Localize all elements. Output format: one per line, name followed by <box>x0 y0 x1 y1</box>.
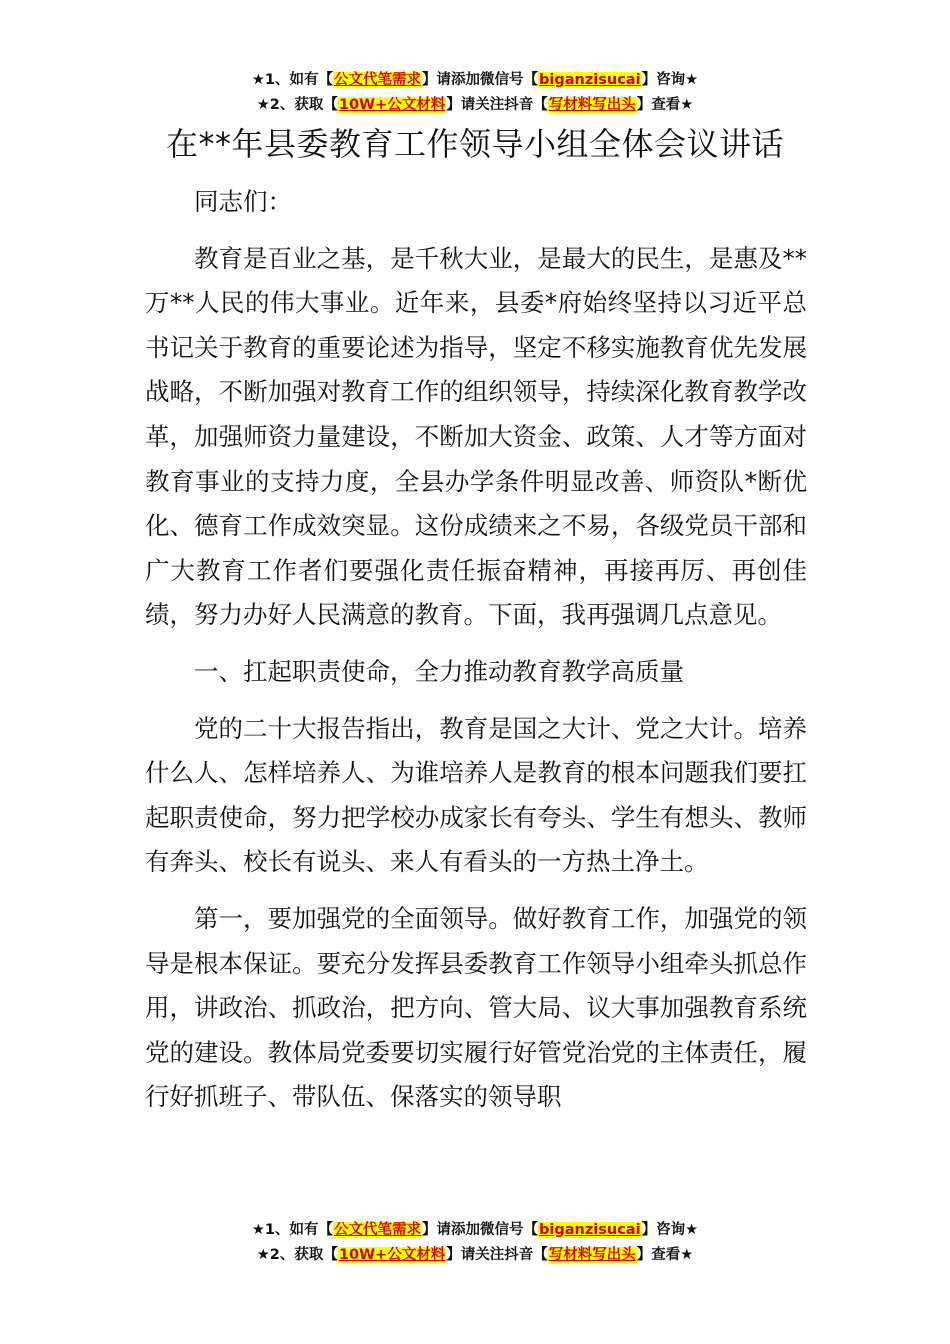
highlight-wechat-id: biganzisucai <box>539 72 641 88</box>
body-paragraph: 党的二十大报告指出，教育是国之大计、党之大计。培养什么人、怎样培养人、为谁培养人是教育的根本问题我们要扛起职责使命，努力把学校办成家长有夸头、学生有想头、教师有奔头、校长有说头、来人有看头的一方热土净土。 <box>145 713 807 877</box>
notice-line-2: ★2、获取【10W+公文材料】请关注抖音【写材料写出头】查看★ <box>256 1247 694 1263</box>
body-paragraph: 教育是百业之基，是千秋大业，是最大的民生，是惠及**万**人民的伟大事业。近年来，县委*府始终坚持以习近平总书记关于教育的重要论述为指导，坚定不移实施教育优先发展战略，不断加强对教育工作的组织领导，持续深化教育教学改革，加强师资力量建设，不断加大资金、政策、人才等方面对教育事业的支持力度，全县办学条件明显改善、师资队*断优化、德育工作成效突显。这份成绩来之不易，各级党员干部和广大教育工作者们要强化责任振奋精神，再接再厉、再创佳绩，努力办好人民满意的教育。下面，我再强调几点意见。 <box>145 243 807 630</box>
highlight-materials: 10W+公文材料 <box>338 97 446 113</box>
highlight-douyin-account: 写材料写出头 <box>548 97 636 113</box>
notice-footer <box>0 1218 950 1268</box>
highlight-ghostwriting: 公文代笔需求 <box>334 72 422 88</box>
document-title: 在**年县委教育工作领导小组全体会议讲话 <box>165 125 784 163</box>
salutation: 同志们： <box>194 187 292 216</box>
section-heading: 一、扛起职责使命，全力推动教育教学高质量 <box>194 656 684 686</box>
notice-line-2: ★2、获取【10W+公文材料】请关注抖音【写材料写出头】查看★ <box>256 97 694 113</box>
notice-line-1: ★1、如有【公文代笔需求】请添加微信号【biganzisucai】咨询★ <box>251 1222 699 1238</box>
highlight-materials: 10W+公文材料 <box>338 1247 446 1263</box>
highlight-wechat-id: biganzisucai <box>539 1222 641 1238</box>
highlight-ghostwriting: 公文代笔需求 <box>334 1222 422 1238</box>
notice-line-1: ★1、如有【公文代笔需求】请添加微信号【biganzisucai】咨询★ <box>251 72 699 88</box>
highlight-douyin-account: 写材料写出头 <box>548 1247 636 1263</box>
notice-header <box>0 68 950 118</box>
document-body <box>145 180 807 1132</box>
body-paragraph: 第一，要加强党的全面领导。做好教育工作，加强党的领导是根本保证。要充分发挥县委教育工作领导小组牵头抓总作用，讲政治、抓政治，把方向、管大局、议大事加强教育系统党的建设。教体局党委要切实履行好管党治党的主体责任，履行好抓班子、带队伍、保落实的领导职 <box>145 903 807 1112</box>
